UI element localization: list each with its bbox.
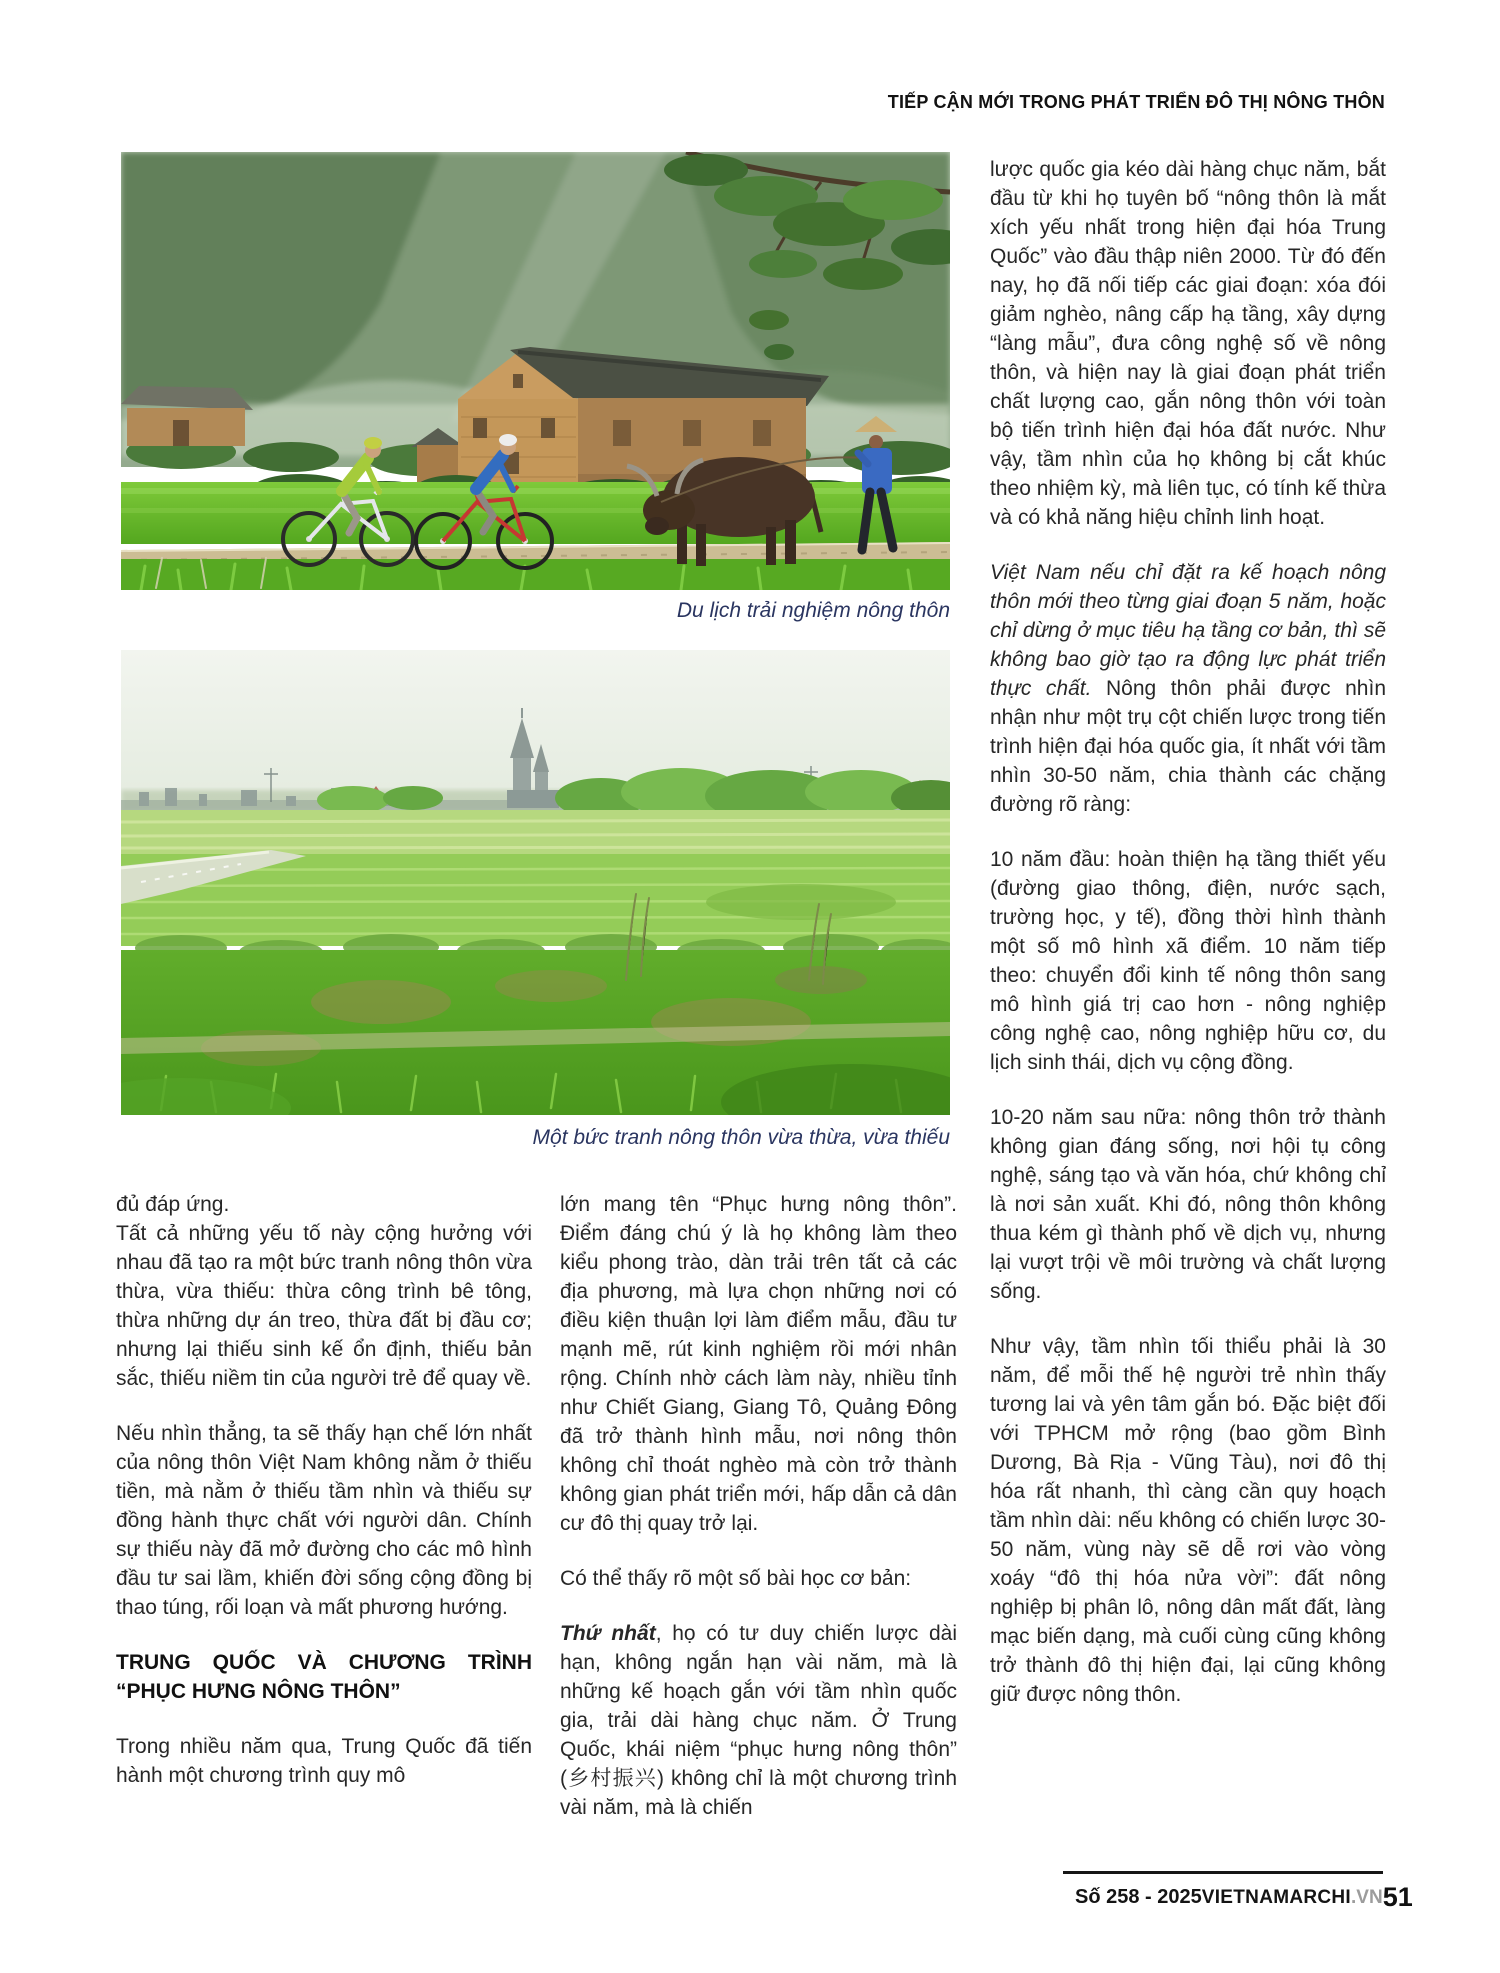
paragraph: Tất cả những yếu tố này cộng hưởng với nhau đã tạo ra một bức tranh nông thôn vừa thừa, vừa thiếu: thừa công trình bê tông, thừa những dự án treo, thừa đất bị đầu cơ; nhưng lại thiếu sinh kế ổn định, thiếu bản sắc, thiếu niềm tin của người trẻ để quay về. xyxy=(116,1222,532,1390)
page-footer xyxy=(1063,1878,1413,1913)
italic-run: Việt Nam nếu chỉ đặt ra kế hoạch nông thôn mới theo từng giai đoạn 5 năm, hoặc chỉ dừng ở mục tiêu hạ tầng cơ bản, thì sẽ không bao giờ tạo ra động lực phát triển thực chất. xyxy=(990,561,1386,700)
paragraph: Trong nhiều năm qua, Trung Quốc đã tiến hành một chương trình quy mô xyxy=(116,1735,532,1787)
paragraph: Như vậy, tầm nhìn tối thiểu phải là 30 năm, để mỗi thế hệ người trẻ nhìn thấy tương lai và yên tâm gắn bó. Đặc biệt đối với TPHCM mở rộng (bao gồm Bình Dương, Bà Rịa - Vũng Tàu), nơi đô thị hóa rất nhanh, thì càng cần quy hoạch tầm nhìn dài: nếu không có chiến lược 30-50 năm, vùng này sẽ dễ rơi vào vòng xoáy “đô thị hóa nửa vời”: đất nông nghiệp bị phân lô, nông dân mất đất, làng mạc biến dạng, mà cuối cùng cũng không trở thành đô thị hiện đại, lại cũng không giữ được nông thôn. xyxy=(990,1335,1386,1706)
lead-in: Thứ nhất xyxy=(560,1622,656,1645)
photo-rural-cycling-illustration xyxy=(121,152,950,590)
figure-caption: Một bức tranh nông thôn vừa thừa, vừa thiếu xyxy=(532,1126,950,1149)
paddy-fields xyxy=(121,810,950,946)
paragraph: 10 năm đầu: hoàn thiện hạ tầng thiết yếu (đường giao thông, điện, nước sạch, trường học, y tế), đồng thời hình thành một số mô hình xã điểm. 10 năm tiếp theo: chuyển đổi kinh tế nông thôn sang mô hình giá trị cao hơn - nông nghiệp công nghệ cao, nông nghiệp hữu cơ, du lịch sinh thái, dịch vụ cộng đồng. xyxy=(990,848,1386,1074)
helmet xyxy=(499,434,517,446)
figure-caption: Du lịch trải nghiệm nông thôn xyxy=(676,599,950,622)
rice-paddy xyxy=(121,482,950,544)
photo-rural-landscape-illustration xyxy=(121,650,950,1115)
paragraph: Nếu nhìn thẳng, ta sẽ thấy hạn chế lớn nhất của nông thôn Việt Nam không nằm ở thiếu tiền, mà nằm ở thiếu tầm nhìn và thiếu sự đồng hành thực chất với người dân. Chính sự thiếu này đã mở đường cho các mô hình đầu tư sai lầm, khiến đời sống cộng đồng bị thao túng, rối loạn và mất phương hướng. xyxy=(116,1422,532,1619)
figure-photo-rural-cycling xyxy=(121,152,950,590)
paragraph: Có thể thấy rõ một số bài học cơ bản: xyxy=(560,1567,912,1590)
paragraph: Thứ nhất, họ có tư duy chiến lược dài hạn, không ngắn hạn vài năm, mà là những kế hoạch gắn với tầm nhìn quốc gia, trải dài hàng chục năm. Ở Trung Quốc, khái niệm “phục hưng nông thôn” (乡村振兴) không chỉ là một chương trình vài năm, mà là chiến xyxy=(560,1622,957,1819)
paragraph: lược quốc gia kéo dài hàng chục năm, bắt đầu từ khi họ tuyên bố “nông thôn là mắt xích yếu nhất trong hiện đại hóa Trung Quốc” vào đầu thập niên 2000. Từ đó đến nay, họ đã nối tiếp các giai đoạn: xóa đói giảm nghèo, nâng cấp hạ tầng, xây dựng “làng mẫu”, đưa công nghệ số về nông thôn, và hiện nay là giai đoạn phát triển chất lượng cao, gắn nông thôn với toàn bộ tiến trình hiện đại hóa đất nước. Như vậy, tầm nhìn của họ không bị cắt khúc theo nhiệm kỳ, mà liên tục, có tính kế thừa và có khả năng hiệu chỉnh linh hoạt. xyxy=(990,158,1386,529)
text-column-right xyxy=(990,155,1386,1709)
paragraph: Việt Nam nếu chỉ đặt ra kế hoạch nông thôn mới theo từng giai đoạn 5 năm, hoặc chỉ dừng ở mục tiêu hạ tầng cơ bản, thì sẽ không bao giờ tạo ra động lực phát triển thực chất. Nông thôn phải được nhìn nhận như một trụ cột chiến lược trong tiến trình hiện đại hóa quốc gia, ít nhất với tầm nhìn 30-50 năm, chia thành các chặng đường rõ ràng: xyxy=(990,561,1386,816)
running-header: TIẾP CẬN MỚI TRONG PHÁT TRIỂN ĐÔ THỊ NÔNG THÔN xyxy=(887,92,1385,112)
figure-photo-rural-landscape xyxy=(121,650,950,1115)
issue-label: Số 258 - 2025 xyxy=(1075,1886,1202,1908)
paragraph: 10-20 năm sau nữa: nông thôn trở thành không gian đáng sống, nơi hội tụ công nghệ, sáng tạo và văn hóa, chứ không chỉ là nơi sản xuất. Khi đó, nông thôn không thua kém gì thành phố về dịch vụ, nhưng lại vượt trội về môi trường và chất lượng sống. xyxy=(990,1106,1386,1303)
site-name: VIETNAMARCHI.VN xyxy=(1201,1886,1383,1908)
footer-rule xyxy=(1063,1871,1383,1874)
foreground-grass xyxy=(121,558,950,590)
paragraph: đủ đáp ứng. xyxy=(116,1193,230,1216)
text-column-middle xyxy=(560,1190,957,1822)
page-number: 51 xyxy=(1382,1882,1413,1912)
paragraph: lớn mang tên “Phục hưng nông thôn”. Điểm đáng chú ý là họ không làm theo kiểu phong trào, dàn trải trên tất cả các địa phương, mà lựa chọn những nơi có điều kiện thuận lợi làm điểm mẫu, đầu tư mạnh mẽ, rút kinh nghiệm rồi mới nhân rộng. Chính nhờ cách làm này, nhiều tỉnh như Chiết Giang, Giang Tô, Quảng Đông đã trở thành hình mẫu, nơi nông thôn không chỉ thoát nghèo mà còn trở thành không gian phát triển mới, hấp dẫn cả dân cư đô thị quay trở lại. xyxy=(560,1193,957,1535)
helmet xyxy=(364,437,382,449)
section-heading: TRUNG QUỐC VÀ CHƯƠNG TRÌNH “PHỤC HƯNG NÔNG THÔN” xyxy=(116,1651,532,1703)
text-column-left xyxy=(116,1190,532,1790)
small-house xyxy=(121,386,253,446)
